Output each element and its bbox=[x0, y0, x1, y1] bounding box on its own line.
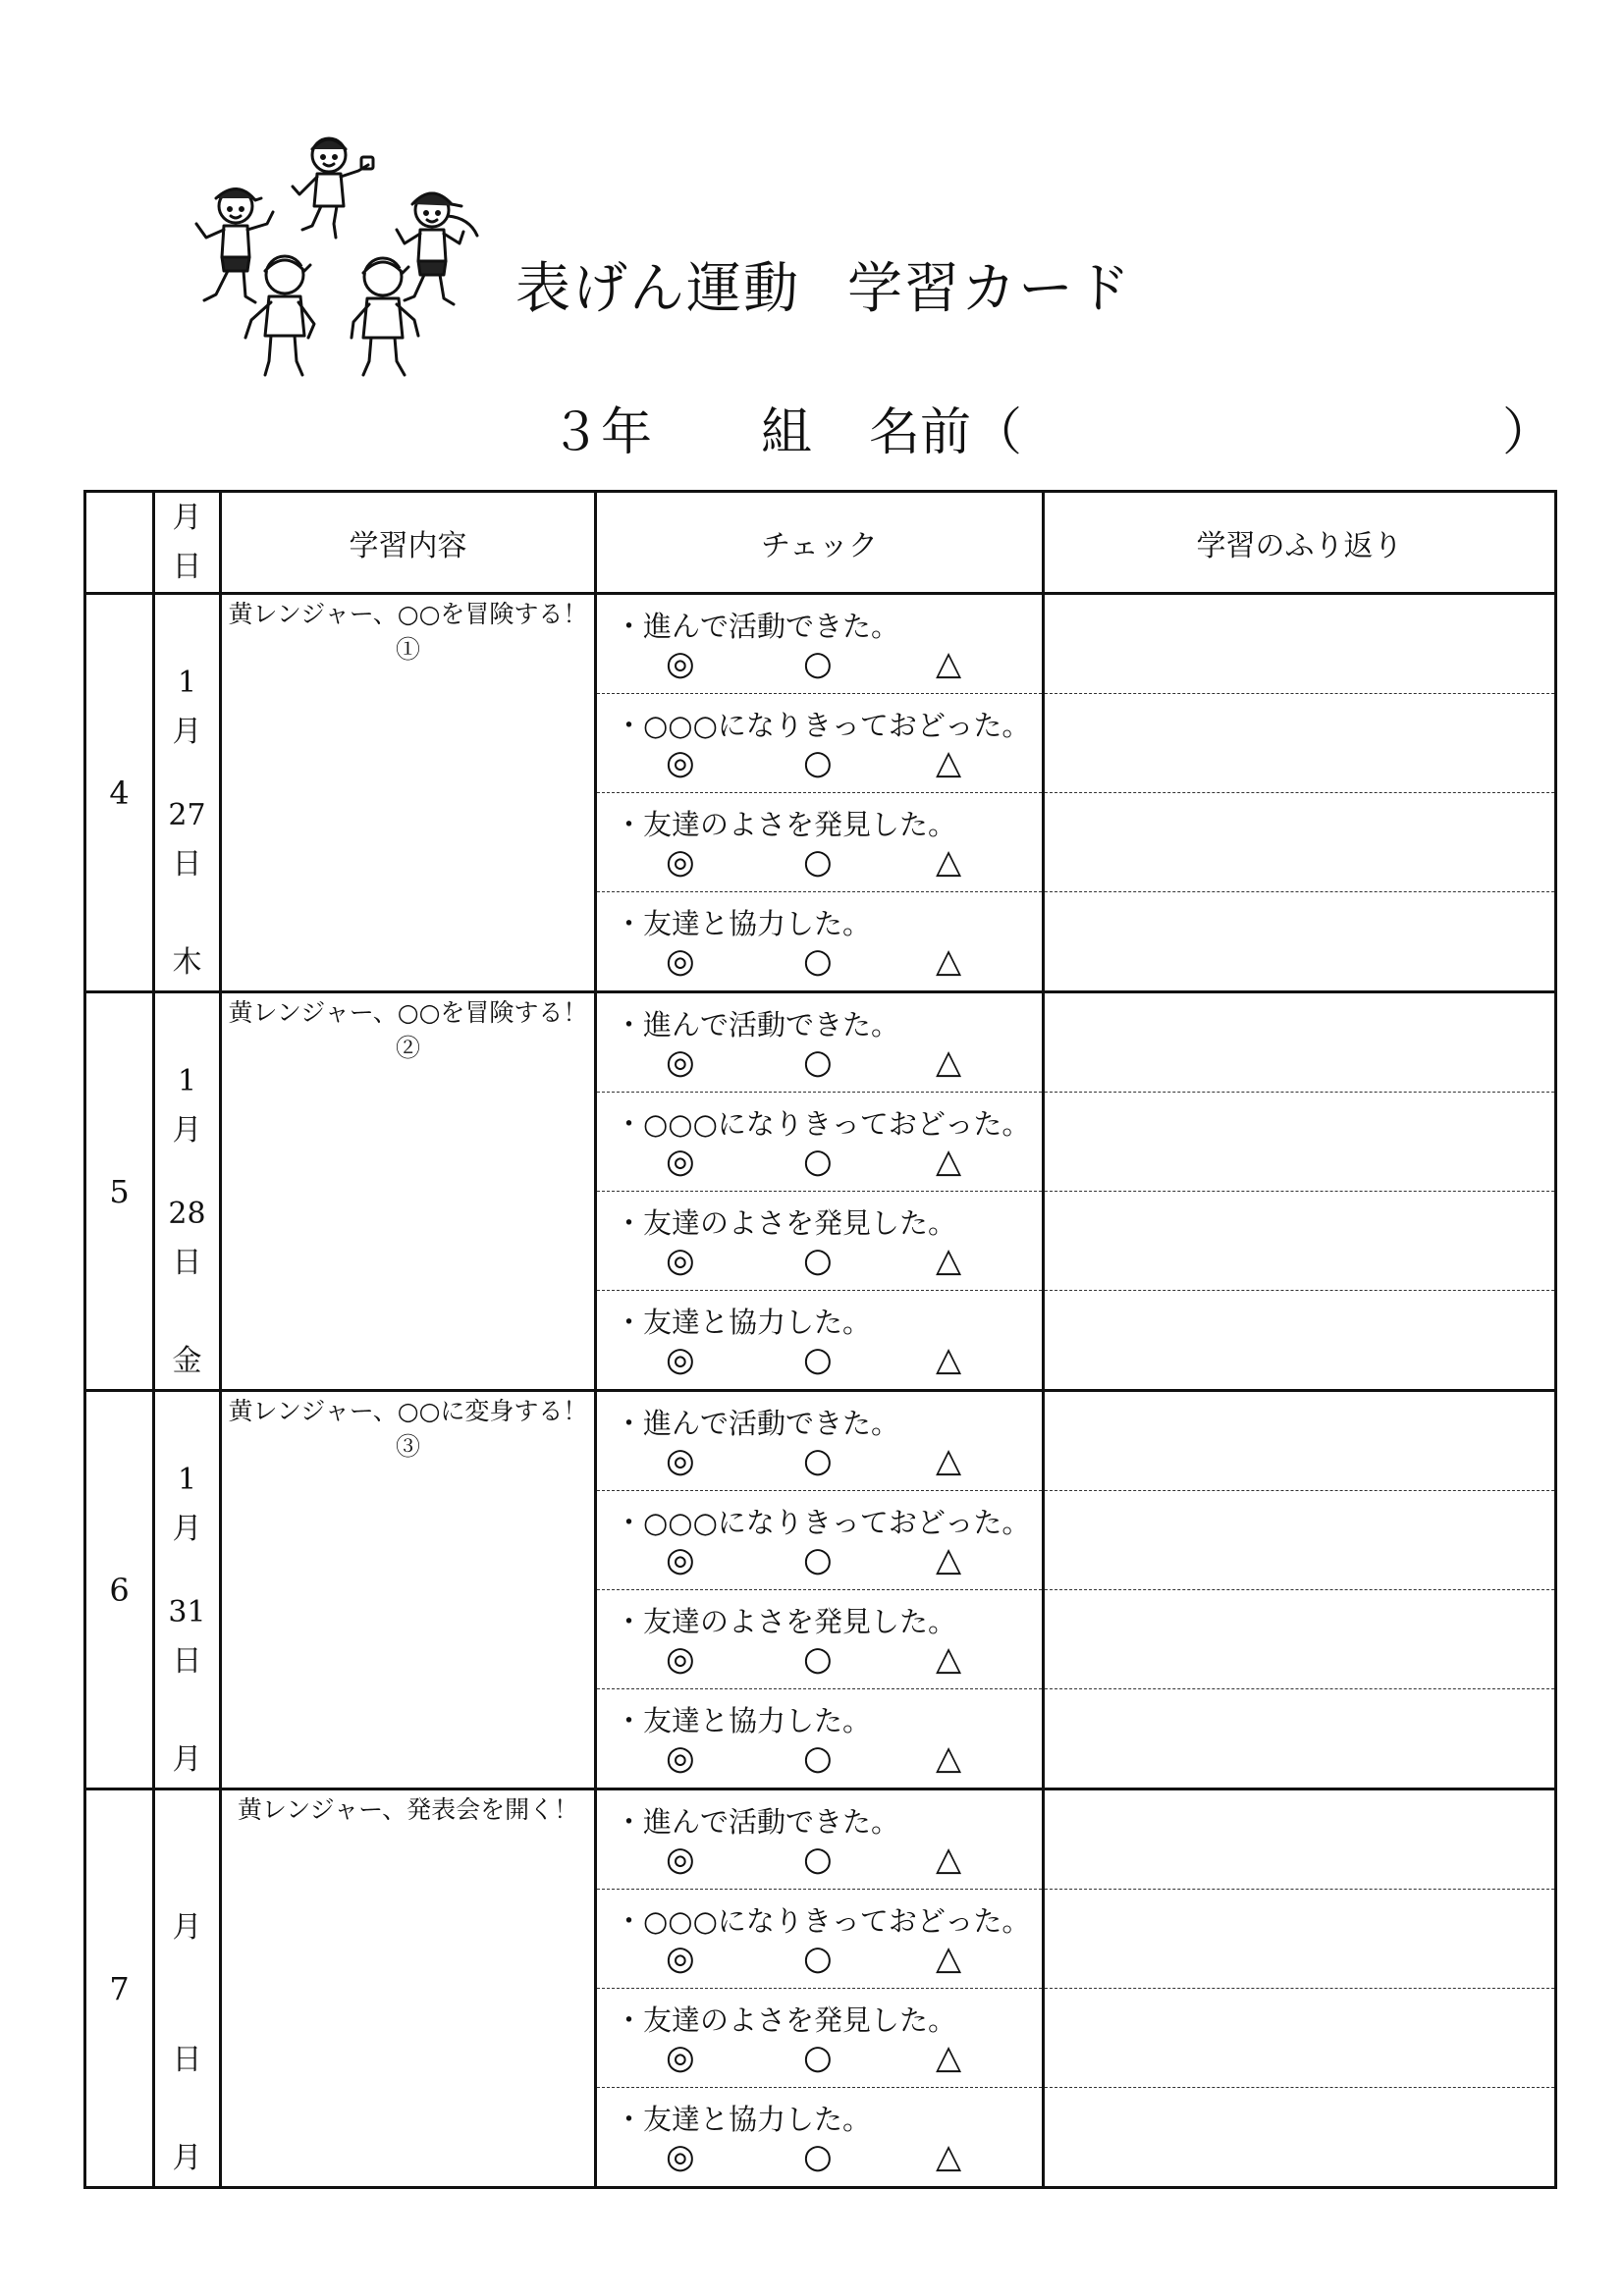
fair-mark[interactable]: △ bbox=[936, 941, 962, 981]
lesson-number: 5 bbox=[85, 992, 154, 1391]
date-weekday: 木 bbox=[172, 945, 202, 980]
excellent-mark[interactable]: ◎ bbox=[666, 1840, 695, 1879]
lesson-number: 6 bbox=[85, 1391, 154, 1789]
reflection-header: 学習のふり返り bbox=[1044, 492, 1556, 594]
excellent-mark[interactable]: ◎ bbox=[666, 1540, 695, 1579]
date-day: 28 bbox=[168, 1197, 206, 1231]
date-month-unit: 月 bbox=[172, 1512, 202, 1546]
fair-mark[interactable]: △ bbox=[936, 1340, 962, 1379]
excellent-mark[interactable]: ◎ bbox=[666, 2137, 695, 2176]
check-item-label: ・○○○になりきっておどった。 bbox=[615, 1506, 1031, 1539]
check-cell bbox=[596, 594, 1044, 992]
check-item bbox=[597, 892, 1042, 990]
lesson-content: 黄レンジャー、発表会を開く！ bbox=[221, 1789, 596, 2188]
lesson-number: 4 bbox=[85, 594, 154, 992]
reflection-line[interactable] bbox=[1045, 595, 1554, 694]
check-item-label: ・○○○になりきっておどった。 bbox=[615, 1904, 1031, 1938]
reflection-line[interactable] bbox=[1045, 1689, 1554, 1788]
check-cell bbox=[596, 1789, 1044, 2188]
check-item-label: ・○○○になりきっておどった。 bbox=[615, 1107, 1031, 1141]
reflection-line[interactable] bbox=[1045, 892, 1554, 990]
month-day-header bbox=[154, 492, 221, 594]
child-figure-upper-left bbox=[196, 188, 273, 302]
lesson-number: 7 bbox=[85, 1789, 154, 2188]
date-day-unit: 日 bbox=[172, 1246, 202, 1280]
excellent-mark[interactable]: ◎ bbox=[666, 1340, 695, 1379]
good-mark[interactable]: ○ bbox=[803, 2137, 833, 2176]
good-mark[interactable]: ○ bbox=[803, 743, 833, 782]
check-item-label: ・進んで活動できた。 bbox=[615, 1407, 900, 1440]
date-weekday: 月 bbox=[172, 1742, 202, 1777]
good-mark[interactable]: ○ bbox=[803, 644, 833, 683]
date-month-unit: 月 bbox=[172, 1113, 202, 1148]
fair-mark[interactable]: △ bbox=[936, 1042, 962, 1082]
fair-mark[interactable]: △ bbox=[936, 743, 962, 782]
reflection-line[interactable] bbox=[1045, 1491, 1554, 1590]
good-mark[interactable]: ○ bbox=[803, 1939, 833, 1978]
check-item bbox=[597, 1890, 1042, 1989]
class-label: 組 bbox=[761, 403, 813, 462]
check-item-label: ・友達のよさを発見した。 bbox=[615, 808, 957, 841]
reflection-line[interactable] bbox=[1045, 2088, 1554, 2186]
excellent-mark[interactable]: ◎ bbox=[666, 1042, 695, 1082]
child-figure-lower-left bbox=[245, 256, 314, 375]
reflection-line[interactable] bbox=[1045, 1291, 1554, 1389]
excellent-mark[interactable]: ◎ bbox=[666, 1639, 695, 1679]
check-cell bbox=[596, 1391, 1044, 1789]
check-item bbox=[597, 1291, 1042, 1389]
table-row bbox=[85, 594, 1556, 992]
lesson-content: 黄レンジャー、○○に変身する！③ bbox=[221, 1391, 596, 1789]
date-day-unit: 日 bbox=[172, 2043, 202, 2077]
excellent-mark[interactable]: ◎ bbox=[666, 842, 695, 881]
check-item bbox=[597, 2088, 1042, 2186]
check-cell bbox=[596, 992, 1044, 1391]
reflection-line[interactable] bbox=[1045, 694, 1554, 793]
table-row bbox=[85, 992, 1556, 1391]
check-item bbox=[597, 1392, 1042, 1491]
date-weekday: 金 bbox=[172, 1344, 202, 1378]
date-month: 1 bbox=[177, 666, 197, 700]
name-label: 名前（ bbox=[869, 403, 1023, 462]
good-mark[interactable]: ○ bbox=[803, 1142, 833, 1181]
fair-mark[interactable]: △ bbox=[936, 644, 962, 683]
excellent-mark[interactable]: ◎ bbox=[666, 1241, 695, 1280]
check-item-label: ・友達と協力した。 bbox=[615, 2103, 872, 2136]
excellent-mark[interactable]: ◎ bbox=[666, 941, 695, 981]
lesson-date bbox=[154, 1391, 221, 1789]
table-row bbox=[85, 1391, 1556, 1789]
fair-mark[interactable]: △ bbox=[936, 2137, 962, 2176]
fair-mark[interactable]: △ bbox=[936, 1738, 962, 1778]
excellent-mark[interactable]: ◎ bbox=[666, 1441, 695, 1480]
date-day: 27 bbox=[168, 798, 206, 832]
excellent-mark[interactable]: ◎ bbox=[666, 1142, 695, 1181]
lesson-number-header bbox=[85, 492, 154, 594]
check-header: チェック bbox=[596, 492, 1044, 594]
check-item-label: ・友達のよさを発見した。 bbox=[615, 1206, 957, 1240]
excellent-mark[interactable]: ◎ bbox=[666, 644, 695, 683]
date-day: 31 bbox=[168, 1595, 206, 1629]
reflection-line[interactable] bbox=[1045, 1790, 1554, 1890]
fair-mark[interactable]: △ bbox=[936, 1441, 962, 1480]
date-month: 1 bbox=[177, 1463, 197, 1497]
content-header: 学習内容 bbox=[221, 492, 596, 594]
fair-mark[interactable]: △ bbox=[936, 842, 962, 881]
good-mark[interactable]: ○ bbox=[803, 2038, 833, 2077]
excellent-mark[interactable]: ◎ bbox=[666, 1738, 695, 1778]
table-row bbox=[85, 1789, 1556, 2188]
good-mark[interactable]: ○ bbox=[803, 941, 833, 981]
check-item bbox=[597, 595, 1042, 694]
lesson-date bbox=[154, 594, 221, 992]
date-weekday: 月 bbox=[172, 2141, 202, 2175]
reflection-cell[interactable] bbox=[1044, 594, 1556, 992]
check-item bbox=[597, 1491, 1042, 1590]
good-mark[interactable]: ○ bbox=[803, 1738, 833, 1778]
check-item-label: ・友達のよさを発見した。 bbox=[615, 2003, 957, 2037]
day-header-label: 日 bbox=[172, 549, 202, 584]
check-item-label: ・○○○になりきっておどった。 bbox=[615, 709, 1031, 742]
good-mark[interactable]: ○ bbox=[803, 1639, 833, 1679]
excellent-mark[interactable]: ◎ bbox=[666, 1939, 695, 1978]
check-item bbox=[597, 993, 1042, 1093]
check-item-label: ・友達と協力した。 bbox=[615, 1306, 872, 1339]
fair-mark[interactable]: △ bbox=[936, 1840, 962, 1879]
reflection-line[interactable] bbox=[1045, 1989, 1554, 2088]
child-figure-lower-right bbox=[352, 258, 418, 375]
excellent-mark[interactable]: ◎ bbox=[666, 2038, 695, 2077]
check-item bbox=[597, 1093, 1042, 1192]
fair-mark[interactable]: △ bbox=[936, 1142, 962, 1181]
fair-mark[interactable]: △ bbox=[936, 2038, 962, 2077]
check-item-label: ・友達のよさを発見した。 bbox=[615, 1605, 957, 1638]
page-title bbox=[515, 245, 1132, 324]
reflection-line[interactable] bbox=[1045, 1392, 1554, 1491]
name-close-paren: ） bbox=[1502, 403, 1554, 462]
good-mark[interactable]: ○ bbox=[803, 1241, 833, 1280]
excellent-mark[interactable]: ◎ bbox=[666, 743, 695, 782]
reflection-line[interactable] bbox=[1045, 993, 1554, 1093]
reflection-line[interactable] bbox=[1045, 1093, 1554, 1192]
check-item-label: ・進んで活動できた。 bbox=[615, 610, 900, 643]
title-part-1: 表げん運動 bbox=[515, 257, 800, 321]
month-header-label: 月 bbox=[172, 500, 202, 535]
good-mark[interactable]: ○ bbox=[803, 1540, 833, 1579]
good-mark[interactable]: ○ bbox=[803, 1840, 833, 1879]
fair-mark[interactable]: △ bbox=[936, 1241, 962, 1280]
reflection-line[interactable] bbox=[1045, 1590, 1554, 1689]
fair-mark[interactable]: △ bbox=[936, 1639, 962, 1679]
check-item bbox=[597, 1989, 1042, 2088]
good-mark[interactable]: ○ bbox=[803, 1441, 833, 1480]
good-mark[interactable]: ○ bbox=[803, 842, 833, 881]
lesson-content: 黄レンジャー、○○を冒険する！① bbox=[221, 594, 596, 992]
lesson-content: 黄レンジャー、○○を冒険する！② bbox=[221, 992, 596, 1391]
children-dancing-illustration bbox=[187, 128, 491, 383]
date-day-unit: 日 bbox=[172, 847, 202, 881]
child-figure-upper-right bbox=[397, 193, 477, 304]
learning-card-table bbox=[83, 490, 1557, 2189]
good-mark[interactable]: ○ bbox=[803, 1340, 833, 1379]
reflection-line[interactable] bbox=[1045, 1890, 1554, 1989]
child-figure-top bbox=[293, 138, 373, 238]
fair-mark[interactable]: △ bbox=[936, 1540, 962, 1579]
date-month: 1 bbox=[177, 1064, 197, 1098]
good-mark[interactable]: ○ bbox=[803, 1042, 833, 1082]
check-item bbox=[597, 793, 1042, 892]
lesson-date bbox=[154, 1789, 221, 2188]
reflection-cell[interactable] bbox=[1044, 1789, 1556, 2188]
table-header-row bbox=[85, 492, 1556, 594]
reflection-line[interactable] bbox=[1045, 793, 1554, 892]
date-month-unit: 月 bbox=[172, 1910, 202, 1945]
check-item bbox=[597, 1790, 1042, 1890]
check-item bbox=[597, 1192, 1042, 1291]
fair-mark[interactable]: △ bbox=[936, 1939, 962, 1978]
date-day-unit: 日 bbox=[172, 1644, 202, 1679]
check-item bbox=[597, 694, 1042, 793]
title-part-2: 学習カード bbox=[847, 257, 1132, 321]
reflection-line[interactable] bbox=[1045, 1192, 1554, 1291]
check-item-label: ・友達と協力した。 bbox=[615, 1704, 872, 1737]
check-item-label: ・進んで活動できた。 bbox=[615, 1008, 900, 1041]
lesson-date bbox=[154, 992, 221, 1391]
reflection-cell[interactable] bbox=[1044, 992, 1556, 1391]
date-month-unit: 月 bbox=[172, 715, 202, 749]
check-item bbox=[597, 1689, 1042, 1788]
grade-label: ３年 bbox=[550, 403, 653, 462]
check-item bbox=[597, 1590, 1042, 1689]
check-item-label: ・友達と協力した。 bbox=[615, 907, 872, 940]
reflection-cell[interactable] bbox=[1044, 1391, 1556, 1789]
check-item-label: ・進んで活動できた。 bbox=[615, 1805, 900, 1839]
